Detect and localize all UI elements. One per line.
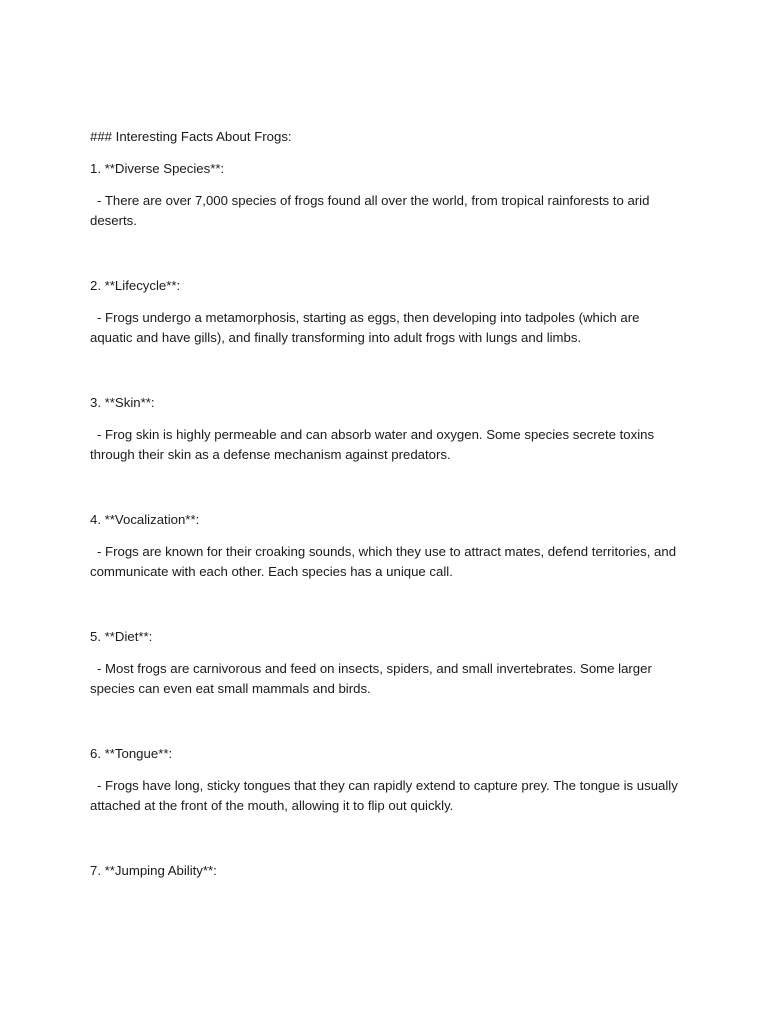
fact-body-4: - Frogs are known for their croaking sounds, which they use to attract mates, defend territories, and communicate with each other. Each species has a unique call.	[90, 544, 677, 579]
fact-title-2: 2. **Lifecycle**:	[90, 278, 181, 293]
document-body	[90, 127, 680, 893]
fact-body-5: - Most frogs are carnivorous and feed on insects, spiders, and small invertebrates. Some larger species can even eat small mammals and birds.	[90, 661, 652, 696]
fact-body-6: - Frogs have long, sticky tongues that they can rapidly extend to capture prey. The tongue is usually attached at the front of the mouth, allowing it to flip out quickly.	[90, 778, 678, 813]
fact-body-3: - Frog skin is highly permeable and can absorb water and oxygen. Some species secrete toxins through their skin as a defense mechanism against predators.	[90, 427, 655, 462]
fact-title-5: 5. **Diet**:	[90, 629, 153, 644]
fact-title-4: 4. **Vocalization**:	[90, 512, 200, 527]
fact-title-6: 6. **Tongue**:	[90, 746, 173, 761]
fact-title-1: 1. **Diverse Species**:	[90, 161, 225, 176]
document-heading: ### Interesting Facts About Frogs:	[90, 129, 292, 144]
fact-body-1: - There are over 7,000 species of frogs found all over the world, from tropical rainforests to arid deserts.	[90, 193, 650, 228]
fact-body-2: - Frogs undergo a metamorphosis, starting as eggs, then developing into tadpoles (which are aquatic and have gills), and finally transforming into adult frogs with lungs and limbs.	[90, 310, 640, 345]
fact-title-7: 7. **Jumping Ability**:	[90, 863, 217, 878]
fact-title-3: 3. **Skin**:	[90, 395, 155, 410]
